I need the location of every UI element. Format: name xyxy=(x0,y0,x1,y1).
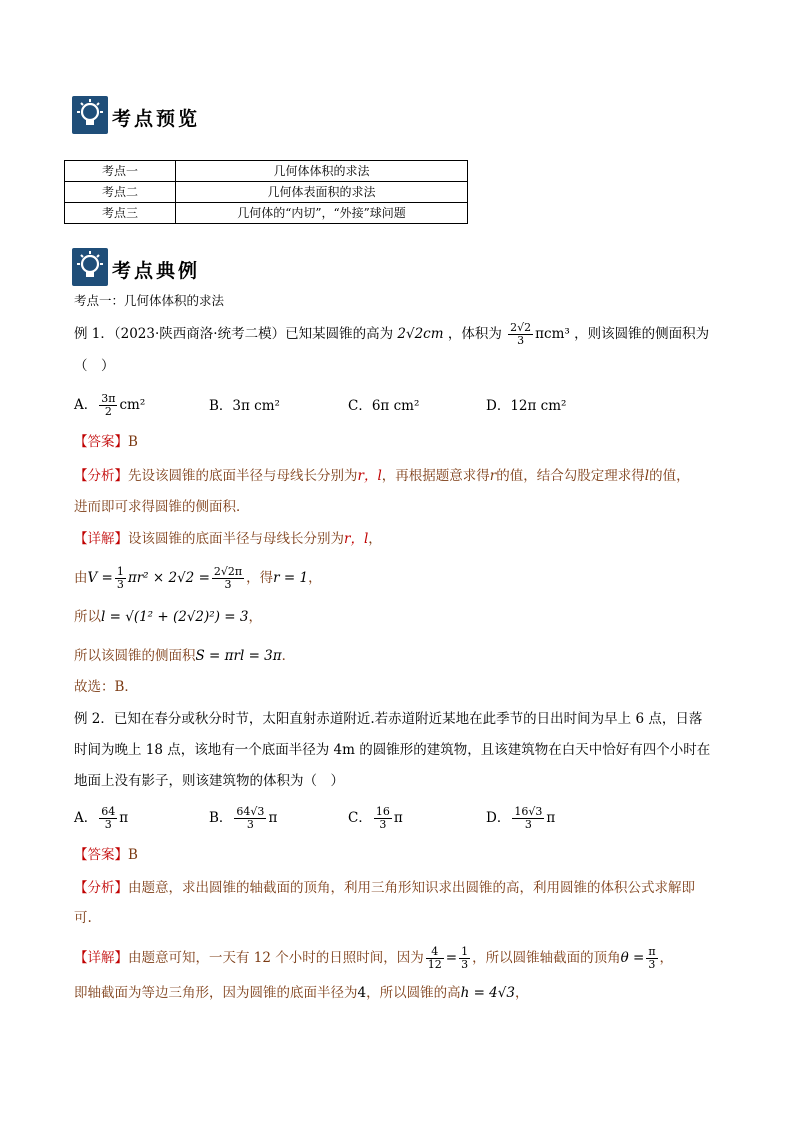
detail-math: V = xyxy=(87,570,113,586)
option-fraction xyxy=(512,806,544,831)
detail-text: 即轴截面为等边三角形，因为圆锥的底面半径为 xyxy=(74,985,358,1001)
detail-text: 由题意可知，一天有 12 个小时的日照时间，因为 xyxy=(128,950,424,966)
detail-math: πr² × 2√2 = xyxy=(127,570,210,586)
detail-text: ， xyxy=(659,950,674,966)
answer-value: B xyxy=(128,847,138,863)
example1-detail-line2 xyxy=(74,566,322,591)
analysis-vars: r，l xyxy=(357,468,382,484)
overview-table xyxy=(64,160,468,224)
option-label: A． xyxy=(74,810,98,826)
option-label: D． xyxy=(486,398,511,414)
option-c xyxy=(348,806,403,831)
example1-paren: （ ） xyxy=(74,358,115,374)
analysis-tag: 【分析】 xyxy=(74,880,128,896)
option-label: A． xyxy=(74,397,98,413)
option-d xyxy=(486,396,566,416)
fraction-numerator: 64√3 xyxy=(236,805,265,818)
option-unit: π xyxy=(546,810,556,826)
option-b xyxy=(209,396,280,416)
table-cell-topic: 几何体的“内切”，“外接”球问题 xyxy=(176,203,468,224)
analysis-text: 由题意，求出圆锥的轴截面的顶角，利用三角形知识求出圆锥的高，利用圆锥的体积公式求解即 xyxy=(128,880,695,896)
fraction-numerator: 2√2π xyxy=(213,565,243,578)
fraction-numerator: 16 xyxy=(375,805,390,818)
analysis-tag: 【分析】 xyxy=(74,468,128,484)
detail-text: 所以 xyxy=(74,609,101,625)
section-title-examples: 考点典例 xyxy=(112,260,201,282)
table-cell-label: 考点一 xyxy=(65,161,176,182)
example1-detail-line4 xyxy=(74,646,295,666)
example1-intro-c: ，则该圆锥的侧面积为 xyxy=(574,326,710,342)
fraction-denominator: 3 xyxy=(104,818,112,831)
option-fraction xyxy=(99,806,117,831)
detail-tag: 【详解】 xyxy=(74,531,128,547)
fraction-numerator: 2√2 xyxy=(510,321,532,334)
detail-math: = xyxy=(445,950,458,966)
example1-height: 2√2cm xyxy=(397,326,444,342)
option-d xyxy=(486,806,555,831)
example2-detail-line2 xyxy=(74,983,528,1003)
detail-fraction xyxy=(212,566,244,591)
table-row xyxy=(65,182,468,203)
detail-vars: r，l xyxy=(344,531,369,547)
example1-intro-b: ，体积为 xyxy=(447,326,502,342)
detail-text: ． xyxy=(281,648,296,664)
fraction-numerator: 1 xyxy=(116,565,124,578)
fraction-numerator: 4 xyxy=(426,946,444,959)
fraction-denominator: 3 xyxy=(648,958,656,971)
option-value: 6π cm² xyxy=(371,398,420,414)
detail-math: r = 1 xyxy=(273,570,309,586)
fraction-numerator: 3π xyxy=(101,392,116,405)
detail-fraction xyxy=(426,946,444,971)
option-label: B． xyxy=(209,810,233,826)
fraction-denominator: 3 xyxy=(224,578,232,591)
fraction-denominator: 3 xyxy=(246,818,254,831)
fraction-numerator: 1 xyxy=(461,945,469,958)
analysis-var-l: l xyxy=(644,468,650,484)
example1-detail xyxy=(74,529,382,549)
detail-math: S = πrl = 3π xyxy=(195,648,282,664)
fraction-numerator: 16√3 xyxy=(514,805,543,818)
fraction-denominator: 2 xyxy=(104,405,112,418)
detail-text: ，所以圆锥轴截面的顶角 xyxy=(472,950,621,966)
option-unit: π xyxy=(393,810,403,826)
analysis-text: ，再根据题意求得 xyxy=(381,468,490,484)
detail-math: θ = xyxy=(620,950,645,966)
example2-answer xyxy=(74,845,138,865)
example1-volume-fraction xyxy=(508,322,533,347)
example1-question xyxy=(74,322,709,347)
option-fraction xyxy=(374,806,392,831)
fraction-denominator: 3 xyxy=(517,334,525,347)
example1-volume-unit: πcm³ xyxy=(535,326,570,342)
example2-question-line3: 地面上没有影子，则该建筑物的体积为（ ） xyxy=(74,773,344,789)
analysis-var-r: r xyxy=(489,468,497,484)
detail-fraction xyxy=(459,946,470,971)
answer-value: B xyxy=(128,434,138,450)
analysis-text: 先设该圆锥的底面半径与母线长分别为 xyxy=(128,468,358,484)
table-row xyxy=(65,161,468,182)
detail-text: ， xyxy=(368,531,382,547)
option-a xyxy=(74,393,145,418)
answer-tag: 【答案】 xyxy=(74,434,128,450)
lightbulb-icon xyxy=(72,248,108,286)
fraction-denominator: 3 xyxy=(524,818,532,831)
table-cell-label: 考点三 xyxy=(65,203,176,224)
detail-text: 所以该圆锥的侧面积 xyxy=(74,648,196,664)
detail-text: 设该圆锥的底面半径与母线长分别为 xyxy=(128,531,344,547)
section-title-overview: 考点预览 xyxy=(112,108,201,130)
fraction-denominator: 3 xyxy=(379,818,387,831)
detail-math: l = √(1² + (2√2)²) = 3 xyxy=(101,609,249,625)
fraction-numerator: 64 xyxy=(101,805,116,818)
option-value: 12π cm² xyxy=(510,398,567,414)
example1-analysis xyxy=(74,466,690,486)
table-cell-topic: 几何体体积的求法 xyxy=(176,161,468,182)
detail-text: ， xyxy=(248,609,262,625)
example2-analysis xyxy=(74,878,695,898)
table-cell-label: 考点二 xyxy=(65,182,176,203)
detail-fraction xyxy=(115,566,126,591)
fraction-denominator: 12 xyxy=(427,958,442,971)
option-label: B． xyxy=(209,398,233,414)
example1-answer xyxy=(74,432,138,452)
option-unit: π xyxy=(268,810,278,826)
detail-text: ， xyxy=(514,985,529,1001)
detail-text: 由 xyxy=(74,570,88,586)
option-b xyxy=(209,806,277,831)
option-a xyxy=(74,806,128,831)
option-unit: π xyxy=(119,810,129,826)
example2-question-line2: 时间为晚上 18 点，该地有一个底面半径为 4m 的圆锥形的建筑物，且该建筑物在白天中恰好有四个小时在 xyxy=(74,742,711,758)
table-row xyxy=(65,203,468,224)
fraction-denominator: 3 xyxy=(116,578,124,591)
example1-detail-line3 xyxy=(74,607,262,627)
lightbulb-icon xyxy=(72,96,108,134)
option-unit: cm² xyxy=(119,397,146,413)
detail-math: 4 xyxy=(357,985,367,1001)
table-cell-topic: 几何体表面积的求法 xyxy=(176,182,468,203)
option-fraction xyxy=(99,393,117,418)
answer-tag: 【答案】 xyxy=(74,847,128,863)
option-value: 3π cm² xyxy=(232,398,280,414)
topic-heading: 考点一：几何体体积的求法 xyxy=(74,293,225,308)
detail-math: h = 4√3 xyxy=(460,985,515,1001)
detail-fraction xyxy=(646,946,657,971)
option-fraction xyxy=(234,806,266,831)
detail-tag: 【详解】 xyxy=(74,950,128,966)
example2-analysis-cont: 可. xyxy=(74,910,92,926)
analysis-text: 的值， xyxy=(649,468,690,484)
option-label: C． xyxy=(348,810,372,826)
example1-analysis-cont: 进而即可求得圆锥的侧面积． xyxy=(74,499,250,515)
example2-detail-line1 xyxy=(74,946,673,971)
example1-intro: 例 1．（2023·陕西商洛·统考二模）已知某圆锥的高为 xyxy=(74,326,394,342)
option-label: D． xyxy=(486,810,511,826)
fraction-numerator: π xyxy=(648,945,656,958)
example2-question-line1: 例 2．已知在春分或秋分时节，太阳直射赤道附近.若赤道附近某地在此季节的日出时间为早上 6 点，日落 xyxy=(74,711,703,727)
detail-text: ， xyxy=(308,570,322,586)
example1-conclusion: 故选：B． xyxy=(74,679,138,695)
detail-text: ，得 xyxy=(246,570,274,586)
option-c xyxy=(348,396,419,416)
fraction-denominator: 3 xyxy=(461,958,469,971)
analysis-text: 的值，结合勾股定理求得 xyxy=(496,468,645,484)
option-label: C． xyxy=(348,398,372,414)
detail-text: ，所以圆锥的高 xyxy=(366,985,461,1001)
